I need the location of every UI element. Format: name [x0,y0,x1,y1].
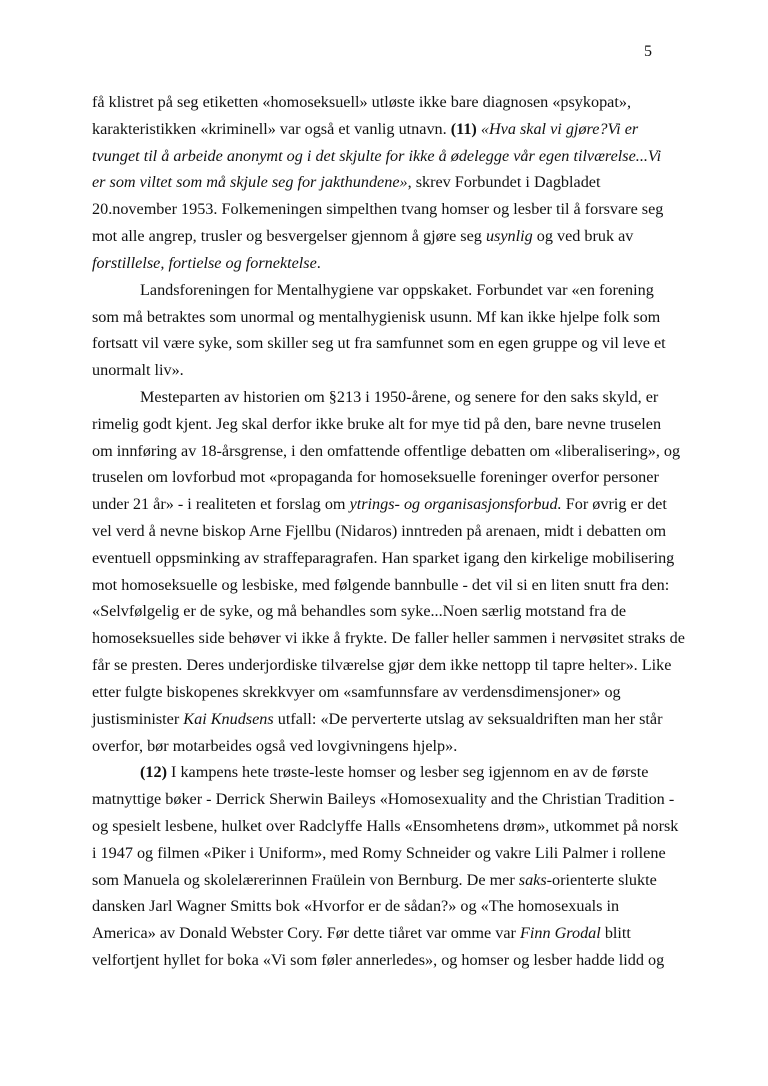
text-line [92,518,692,545]
text-line [92,679,692,706]
text-line [92,438,692,465]
bold-reference: (12) [140,763,167,782]
text-segment: -orienterte slukte [546,870,657,889]
text-segment: i 1947 og filmen «Piker i Uniform», med Romy Schneider og vakre Lili Palmer i rollene [92,843,666,862]
text-line [92,464,692,491]
text-segment: «Selvfølgelig er de syke, og må behandles som syke...Noen særlig motstand fra de [92,602,627,621]
text-segment: 20.november 1953. Folkemeningen simpelthen tvang homser og lesber til å forsvare seg [92,200,664,219]
text-segment: For øvrig er det [561,495,667,514]
text-segment: mot homoseksuelle og lesbiske, med følgende bannbulle - det vil si en liten snutt fra den: [92,575,670,594]
text-segment: etter fulgte biskopenes skrekkvyer om «samfunnsfare av verdensdimensjoner» og [92,682,621,701]
text-segment: vel verd å nevne biskop Arne Fjellbu (Nidaros) inntreden på arenaen, midt i debatten om [92,522,667,540]
text-line [92,223,692,250]
text-line [92,384,692,411]
text-segment: blitt [600,924,631,943]
text-line [92,920,692,947]
text-line [92,893,692,920]
text-segment: dansken Jarl Wagner Smitts bok «Hvorfor er de sådan?» og «The homosexuals in [92,897,620,916]
text-line [92,652,692,679]
text-line [92,840,692,867]
italic-text: saks [518,870,547,889]
text-segment: I kampens hete trøste-leste homser og lesber seg igjennom en av de første [166,763,649,782]
text-segment: , skrev Forbundet i Dagbladet [407,173,601,192]
text-segment: America» av Donald Webster Cory. Før dette tiåret var omme var [92,924,520,943]
italic-text: tvunget til å arbeide anonymt og i det skjulte for ikke å ødelegge vår egen tilværelse...Vi [92,146,662,165]
text-segment: fortsatt vil være syke, som skiller seg ut fra samfunnet som en egen gruppe og vil leve et [92,334,666,353]
italic-text: ytrings- og organisasjonsforbud. [349,495,562,514]
text-line [92,357,692,384]
text-segment: rimelig godt kjent. Jeg skal derfor ikke bruke alt for mye tid på den, bare nevne truselen [92,414,662,433]
text-line [92,169,692,196]
italic-text: «Hva skal vi gjøre?Vi er [476,119,639,138]
italic-text: usynlig [485,227,533,246]
italic-text: Finn Grodal [519,924,601,943]
text-segment: og ved bruk av [532,227,634,246]
document-body [92,89,692,974]
text-segment: matnyttige bøker - Derrick Sherwin Baileys «Homosexuality and the Christian Tradition - [92,790,675,809]
text-segment: unormalt liv». [92,361,184,380]
text-segment: om innføring av 18-årsgrense, i den omfattende offentlige debatten om «liberalisering», og [92,441,681,460]
text-line [92,572,692,599]
text-segment: Landsforeningen for Mentalhygiene var oppskaket. Forbundet var «en forening [140,280,654,299]
italic-text: Kai Knudsens [183,709,274,728]
text-line [92,598,692,625]
text-line [92,89,692,116]
text-segment: få klistret på seg etiketten «homoseksuell» utløste ikke bare diagnosen «psykopat», [92,93,632,111]
text-line [92,947,692,974]
text-line [92,733,692,760]
page-number: 5 [644,43,652,60]
text-segment: velfortjent hyllet for boka «Vi som føler annerledes», og homser og lesber hadde lidd og [92,951,665,969]
text-line [92,330,692,357]
text-line [92,196,692,223]
text-segment: og spesielt lesbene, hulket over Radclyffe Halls «Ensomhetens drøm», utkommet på norsk [92,816,679,835]
text-segment: får se presten. Deres underjordiske tilværelse gjør dem ikke nettopp til tapre helter». Like [92,656,672,675]
text-line [92,411,692,438]
text-line [92,143,692,170]
text-segment: truselen om lovforbud mot «propaganda for homoseksuelle foreninger overfor personer [92,468,659,487]
text-line [92,116,692,143]
bold-reference: (11) [450,119,477,138]
italic-text: forstillelse, fortielse og fornektelse [92,253,317,272]
text-line [92,491,692,518]
text-segment: homoseksuelles side behøver vi ikke å frykte. De faller heller sammen i nervøsitet straks de [92,629,685,648]
text-line [92,625,692,652]
text-segment: som Manuela og skolelærerinnen Fraülein von Bernburg. De mer [92,870,519,889]
text-line [92,706,692,733]
text-segment: karakteristikken «kriminell» var også et vanlig utnavn. [92,119,451,138]
text-segment: mot alle angrep, trusler og besvergelser gjennom å gjøre seg [92,227,486,246]
text-segment: . [316,253,321,272]
text-line [92,867,692,894]
text-line [92,813,692,840]
text-line [92,304,692,331]
text-segment: som må betraktes som unormal og mentalhygienisk usunn. Mf kan ikke hjelpe folk som [92,307,661,326]
text-segment: under 21 år» - i realiteten et forslag om [92,495,350,514]
italic-text: er som viltet som må skjule seg for jakthundene» [92,173,408,192]
text-segment: eventuell oppsminking av straffeparagrafen. Han sparket igang den kirkelige mobilisering [92,548,675,567]
text-line [92,250,692,277]
text-line [92,277,692,304]
text-line [92,759,692,786]
text-segment: justisminister [92,709,184,728]
text-segment: utfall: «De perverterte utslag av seksualdriften man her står [273,709,663,728]
text-segment: overfor, bør motarbeides også ved lovgivningens hjelp». [92,736,458,755]
text-line [92,786,692,813]
text-segment: Mesteparten av historien om §213 i 1950-årene, og senere for den saks skyld, er [140,387,659,406]
text-line [92,545,692,572]
